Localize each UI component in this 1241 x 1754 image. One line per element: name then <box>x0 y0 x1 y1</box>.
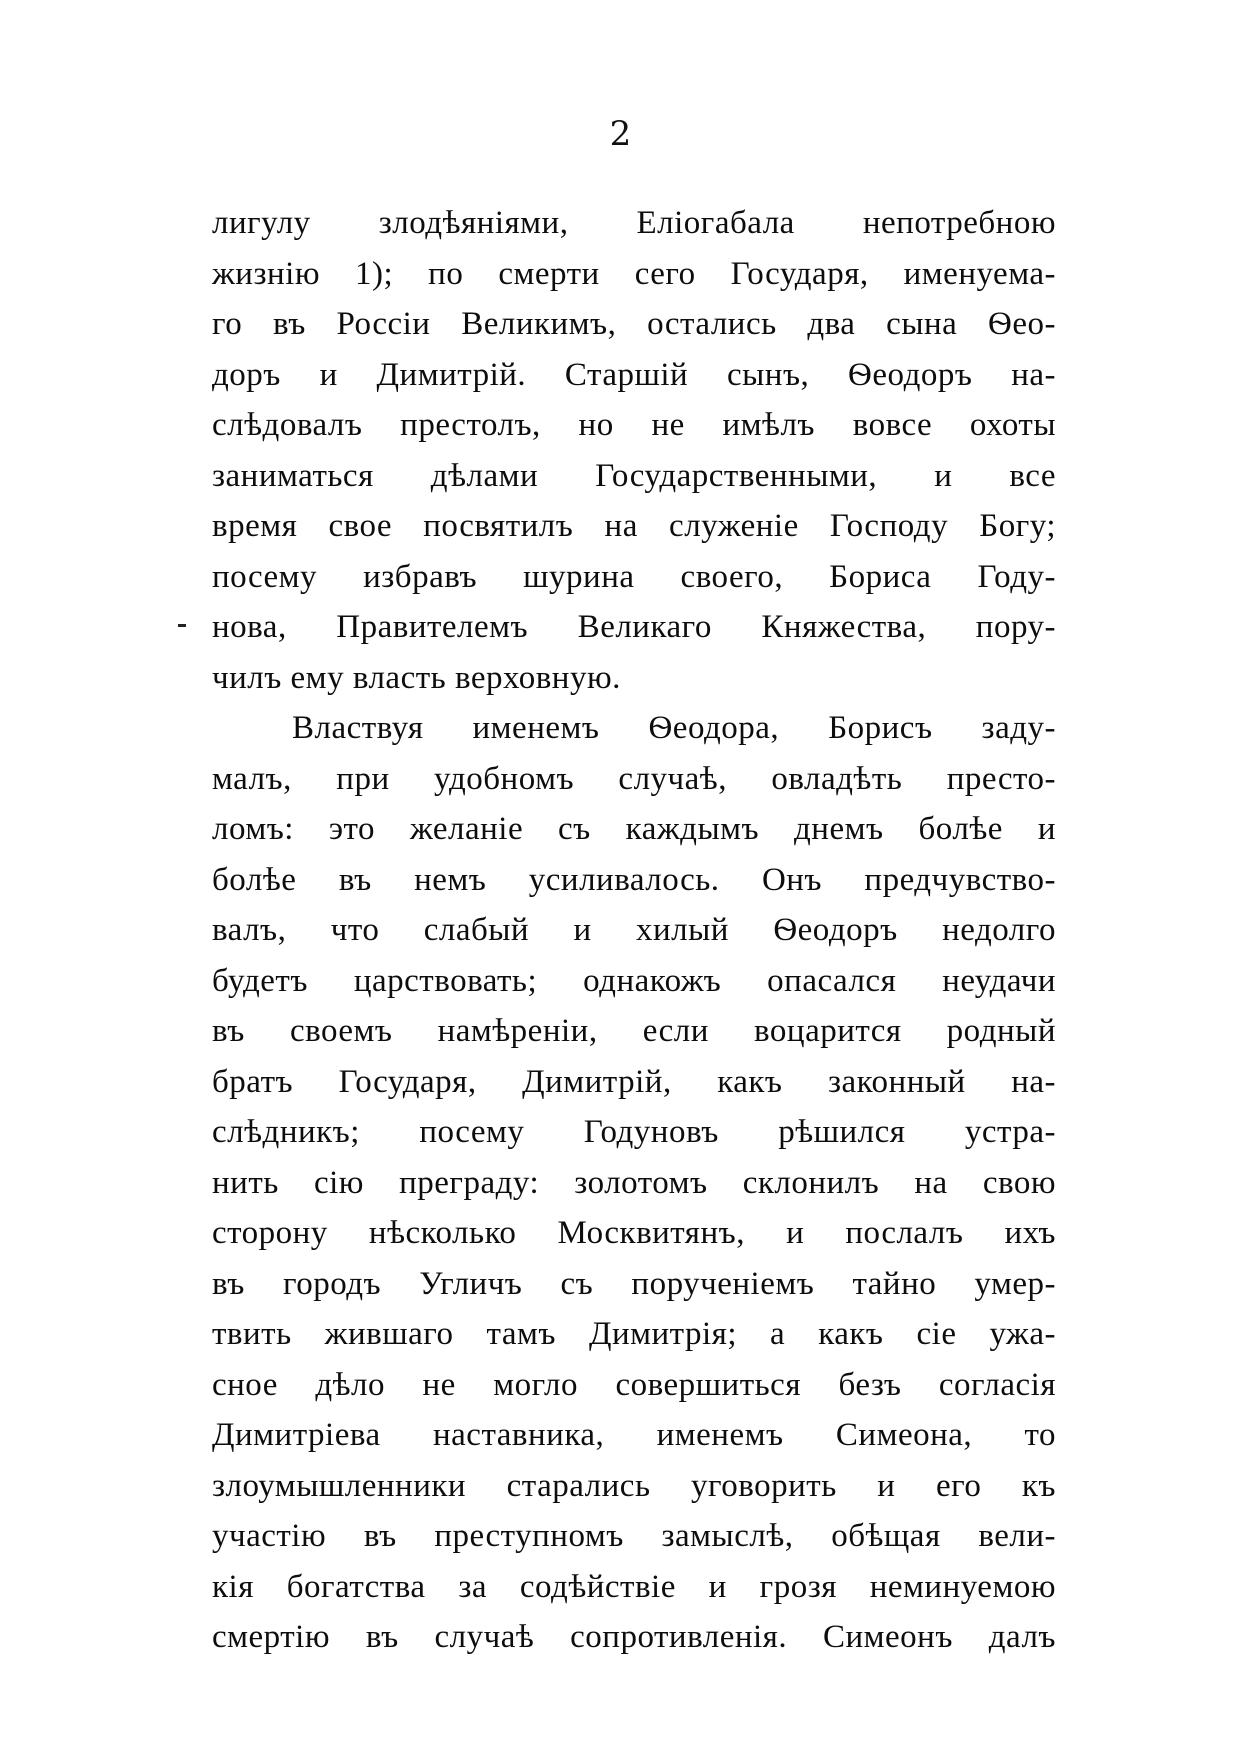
text-line: злоумышленники старались уговорить и его къ <box>212 1467 1056 1504</box>
text-line: заниматься дѣлами Государственными, и все <box>212 457 1056 494</box>
text-line: слѣдовалъ престолъ, но не имѣлъ вовсе охоты <box>212 407 1056 443</box>
paragraph-2 <box>212 703 1056 1663</box>
text-line: валъ, что слабый и хилый Ѳеодоръ недолго <box>212 912 1056 948</box>
text-line: твить жившаго тамъ Димитрія; а какъ сіе ужа- <box>212 1316 1056 1352</box>
text-line: кія богатства за содѣйствіе и грозя неминуемою <box>212 1568 1056 1605</box>
page-number: 2 <box>609 114 632 154</box>
text-line: лигулу злодѣяніями, Еліогабала непотребною <box>212 205 1056 241</box>
text-line: будетъ царствовать; однакожъ опасался неудачи <box>212 962 1056 999</box>
text-line: го въ Россіи Великимъ, остались два сына Ѳео- <box>212 306 1056 342</box>
text-line: чилъ ему власть верховную. <box>212 659 621 696</box>
text-line: посему избравъ шурина своего, Бориса Году- <box>212 558 1056 595</box>
paragraph-1 <box>212 198 1056 703</box>
text-line: время свое посвятилъ на служеніе Господу Богу; <box>212 508 1056 544</box>
text-line: Властвуя именемъ Ѳеодора, Борисъ заду- <box>292 710 1056 746</box>
text-line: ломъ: это желаніе съ каждымъ днемъ болѣе и <box>212 811 1056 847</box>
text-line: Димитріева наставника, именемъ Симеона, то <box>212 1417 1056 1453</box>
text-line: болѣе въ немъ усиливалось. Онъ предчувство- <box>212 861 1056 898</box>
body-text <box>212 198 1056 1663</box>
text-line: въ городъ Угличъ съ порученіемъ тайно умер- <box>212 1265 1056 1302</box>
text-line: нить сію преграду: золотомъ склонилъ на свою <box>212 1164 1056 1201</box>
text-line: жизнію 1); по смерти сего Государя, именуема- <box>212 255 1056 292</box>
text-line: сное дѣло не могло совершиться безъ согласія <box>212 1366 1056 1403</box>
text-line: нова, Правителемъ Великаго Княжества, пору- <box>212 609 1056 645</box>
text-line: участію въ преступномъ замыслѣ, обѣщая вели- <box>212 1518 1056 1554</box>
text-line: малъ, при удобномъ случаѣ, овладѣть престо- <box>212 760 1056 797</box>
text-line: въ своемъ намѣреніи, если воцарится родный <box>212 1013 1056 1049</box>
text-line: братъ Государя, Димитрій, какъ законный на- <box>212 1063 1056 1100</box>
text-line: доръ и Димитрій. Старшій сынъ, Ѳеодоръ на- <box>212 356 1056 393</box>
margin-mark <box>178 624 186 627</box>
text-line: сторону нѣсколько Москвитянъ, и послалъ ихъ <box>212 1215 1056 1251</box>
text-line: слѣдникъ; посему Годуновъ рѣшился устра- <box>212 1114 1056 1150</box>
text-line: смертію въ случаѣ сопротивленія. Симеонъ далъ <box>212 1619 1056 1655</box>
